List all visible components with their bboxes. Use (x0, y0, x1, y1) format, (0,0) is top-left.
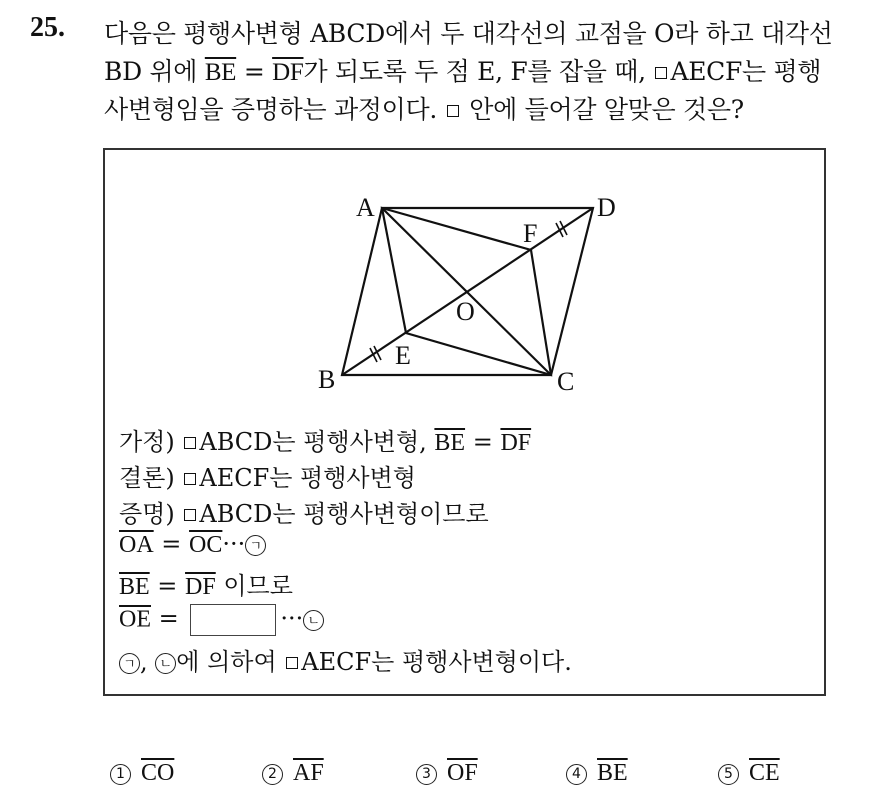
proof-text: 가정) (119, 428, 183, 456)
label-o: O (456, 297, 475, 326)
segment-oe: $\overline{OE}$ (119, 606, 151, 633)
equals-sign: = (236, 57, 273, 86)
proof-text: , (140, 648, 156, 676)
proof-line-proof (119, 494, 489, 529)
choice-label: $\overline{AF}$ (293, 760, 324, 786)
question-text: BD 위에 (104, 57, 205, 86)
proof-text: 에 의하여 (176, 648, 285, 676)
proof-line-conclusion (119, 458, 416, 493)
ellipsis: ··· (222, 530, 246, 558)
question-text: 사변형임을 증명하는 과정이다. (104, 95, 445, 124)
proof-text: ABCD는 평행사변형이므로 (199, 500, 489, 528)
equals-sign: = (151, 604, 187, 633)
choice-3[interactable] (416, 760, 478, 787)
segment-df: $\overline{DF}$ (500, 430, 532, 456)
ellipsis: ··· (280, 604, 304, 633)
label-c: C (557, 367, 575, 396)
segment-be: $\overline{BE}$ (204, 59, 237, 86)
segment-be: $\overline{BE}$ (434, 430, 466, 456)
proof-line-final (119, 642, 572, 677)
equals-sign: = (465, 428, 501, 456)
circled-giyeok-mark: ㄱ (119, 653, 140, 674)
label-f: F (523, 219, 538, 248)
segment-df: $\overline{DF}$ (185, 574, 216, 600)
question-text: 가 되도록 두 점 E, F를 잡을 때, (303, 57, 654, 86)
label-d: D (597, 193, 616, 222)
choice-number: 4 (566, 764, 587, 785)
question-text: AECF는 평행 (670, 57, 822, 86)
choice-number: 2 (262, 764, 283, 785)
choice-label: $\overline{OF}$ (447, 760, 478, 786)
choice-label: $\overline{CE}$ (749, 760, 780, 786)
choice-label: $\overline{BE}$ (597, 760, 628, 786)
question-line-3 (104, 90, 744, 126)
circled-giyeok-mark: ㄱ (245, 535, 266, 556)
circled-nieun-mark: ㄴ (303, 610, 324, 631)
choice-label: $\overline{CO}$ (141, 760, 175, 786)
segment-be: $\overline{BE}$ (119, 574, 150, 600)
proof-line-be-df (119, 566, 293, 601)
parallelogram-figure (310, 168, 620, 398)
proof-text: 증명) (119, 500, 183, 528)
proof-text: ABCD는 평행사변형, (199, 428, 435, 456)
proof-text: 결론) (119, 464, 183, 492)
proof-line-oe (119, 604, 324, 636)
segment-oc: $\overline{OC}$ (189, 532, 223, 558)
square-icon (184, 473, 196, 485)
proof-box (103, 148, 826, 696)
proof-text: AECF는 평행사변형 (199, 464, 416, 492)
choice-number: 3 (416, 764, 437, 785)
equals-sign: = (149, 572, 186, 600)
square-icon (184, 437, 196, 449)
blank-square-icon (447, 105, 459, 117)
question-number: 25. (30, 12, 65, 43)
square-icon (655, 67, 667, 79)
proof-text: AECF는 평행사변형이다. (301, 648, 572, 676)
proof-line-assumption (119, 422, 531, 457)
proof-line-oa-oc (119, 530, 266, 559)
choice-number: 1 (110, 764, 131, 785)
answer-blank[interactable] (190, 604, 276, 636)
circled-nieun-mark: ㄴ (155, 653, 176, 674)
question-text: 안에 들어갈 알맞은 것은? (461, 95, 744, 124)
choice-1[interactable] (110, 760, 174, 787)
label-a: A (356, 193, 375, 222)
question-line-2 (104, 52, 821, 88)
proof-text: 이므로 (215, 572, 293, 600)
label-b: B (318, 365, 336, 394)
square-icon (286, 657, 298, 669)
segment-df: $\overline{DF}$ (272, 59, 304, 86)
choice-4[interactable] (566, 760, 628, 787)
label-e: E (395, 341, 411, 370)
square-icon (184, 509, 196, 521)
segment-oa: $\overline{OA}$ (119, 532, 154, 558)
choice-5[interactable] (718, 760, 780, 787)
question-line-1 (104, 14, 833, 50)
choice-number: 5 (718, 764, 739, 785)
question-text: 다음은 평행사변형 ABCD에서 두 대각선의 교점을 O라 하고 대각선 (104, 19, 833, 48)
choice-2[interactable] (262, 760, 324, 787)
equals-sign: = (153, 530, 190, 558)
